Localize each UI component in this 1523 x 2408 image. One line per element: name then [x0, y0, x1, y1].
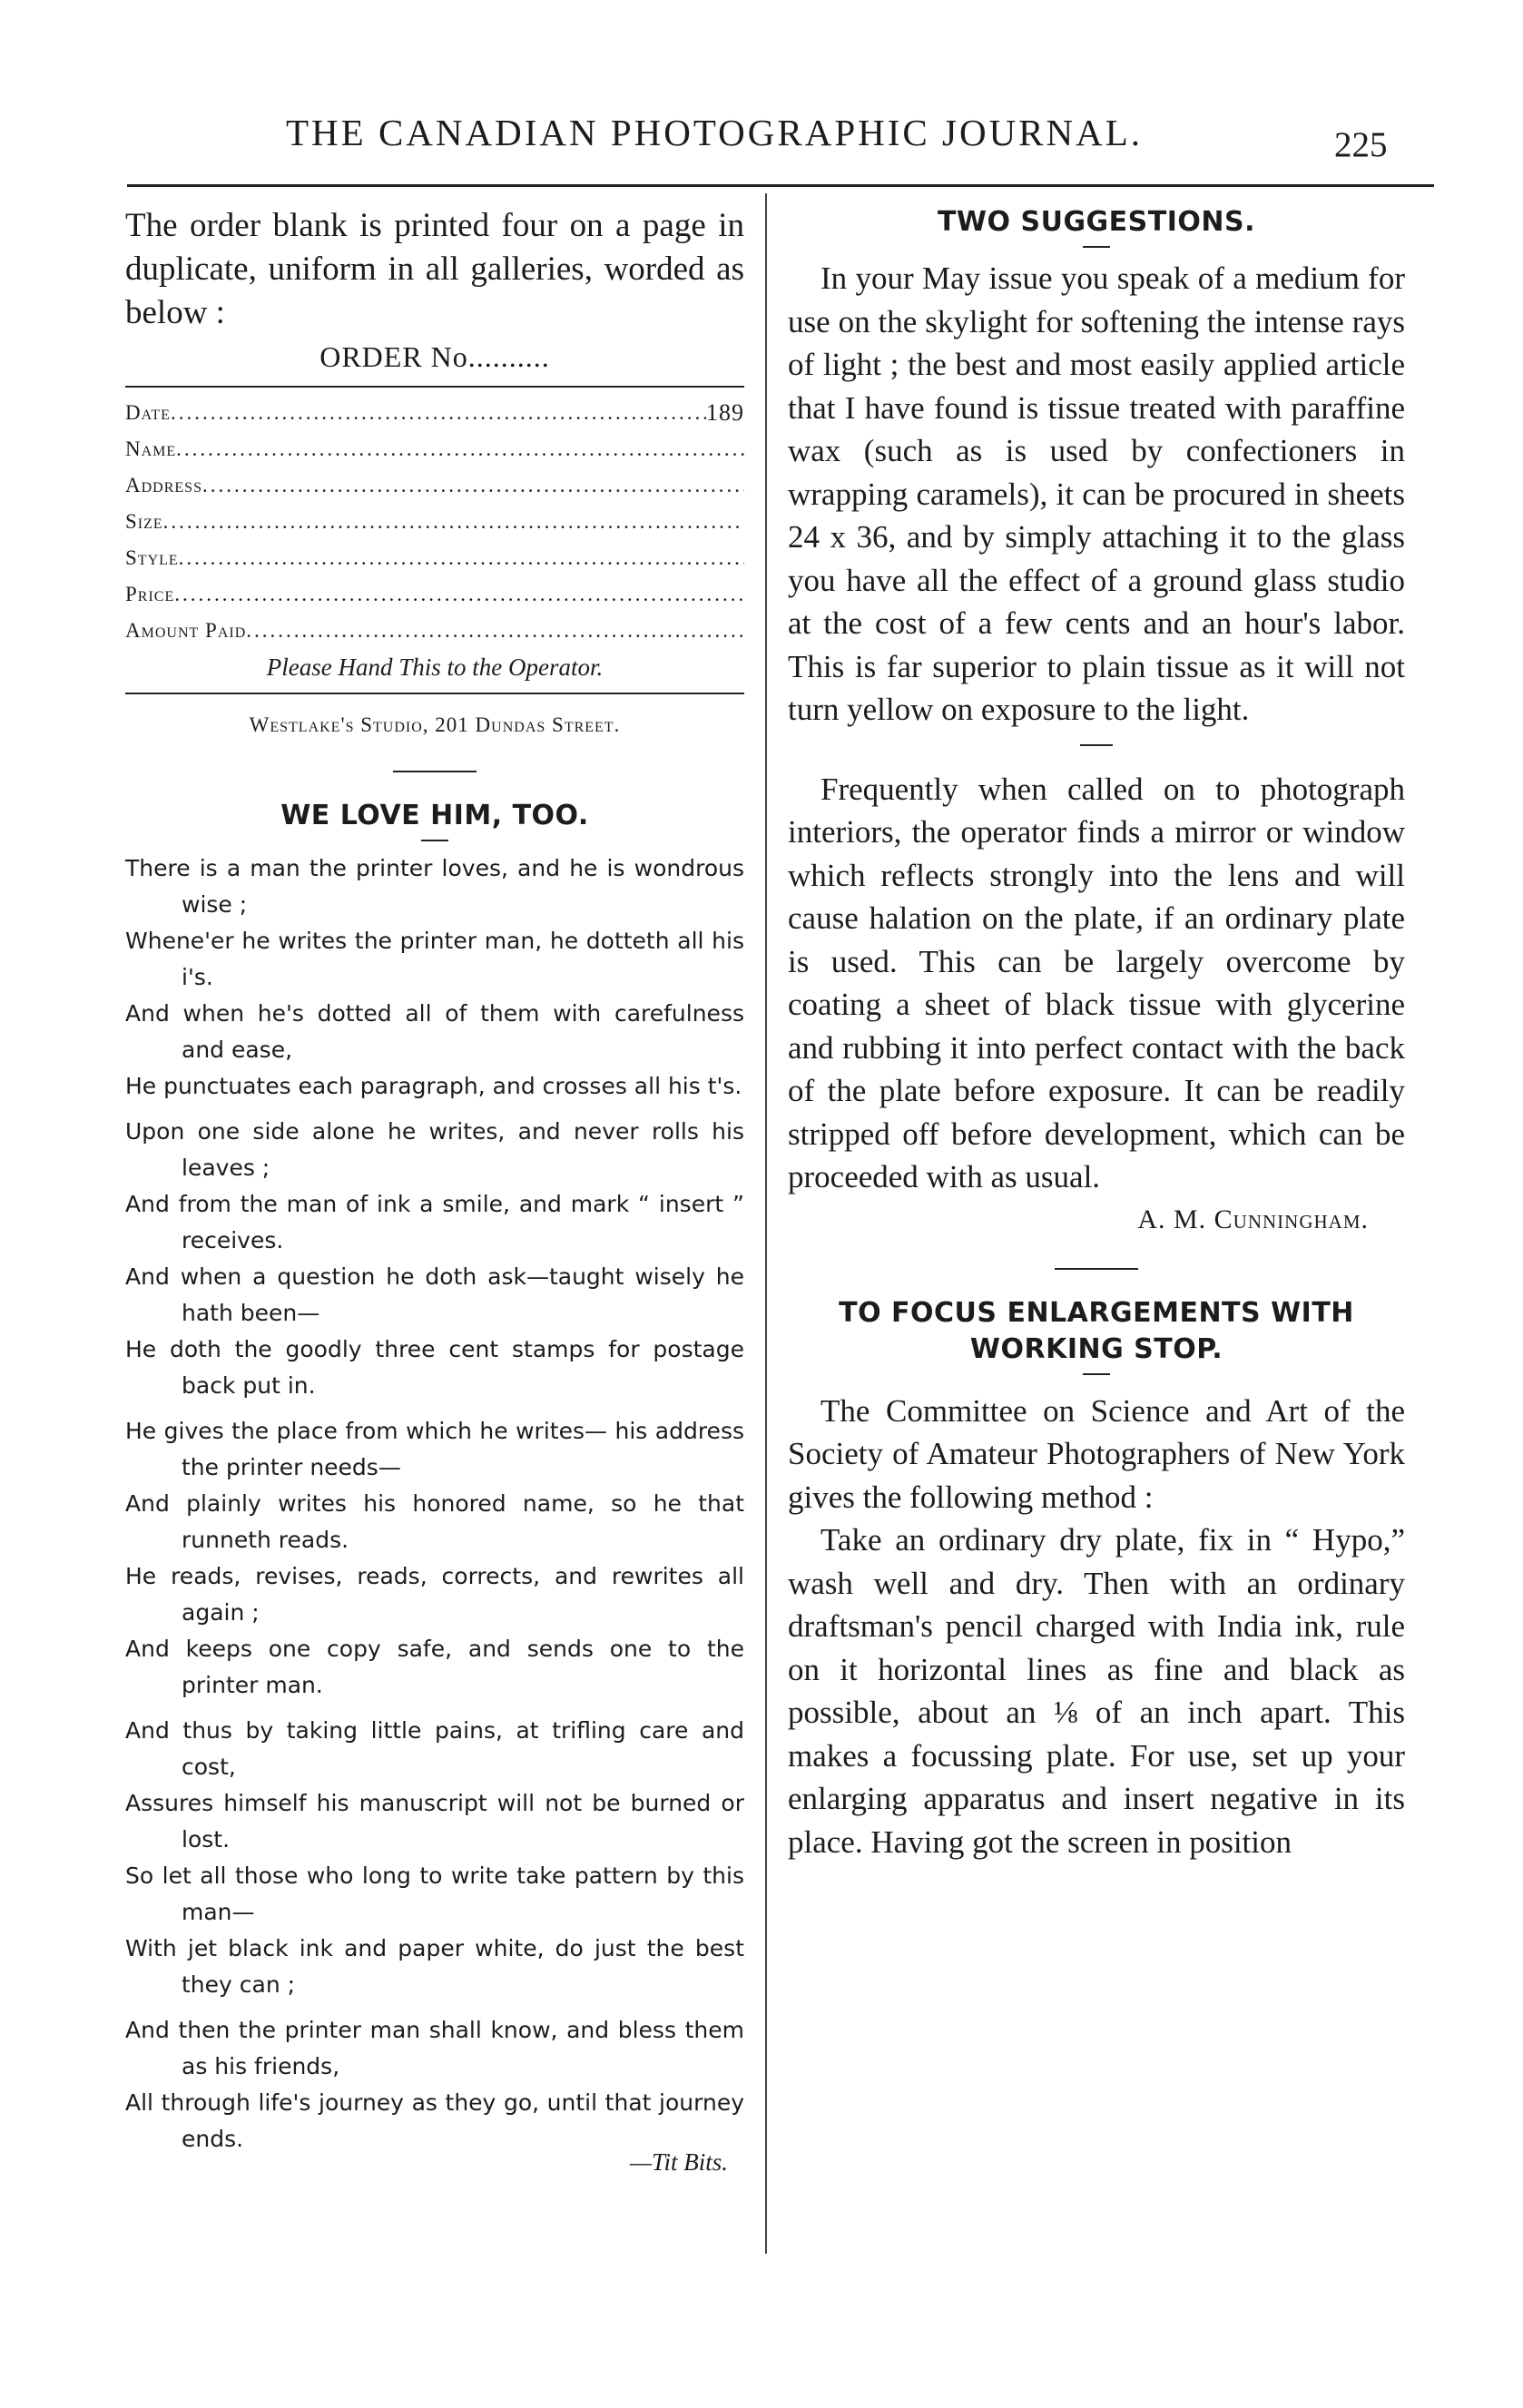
column-divider: [765, 193, 767, 2254]
form-label: Date: [125, 401, 171, 424]
form-label: Size: [125, 510, 163, 533]
poem-title: WE LOVE HIM, TOO.: [280, 800, 589, 831]
poem-line: He doth the goodly three cent stamps for postage back put in.: [125, 1336, 744, 1399]
dot-leader: [202, 467, 744, 504]
left-column: [125, 204, 744, 2177]
poem-stanza: [125, 1413, 744, 1704]
title-dash: [1083, 246, 1110, 248]
form-row-size: [125, 504, 744, 540]
page-number: 225: [1334, 125, 1388, 164]
form-row-amount-paid: [125, 613, 744, 649]
poem-source: —Tit Bits.: [629, 2148, 728, 2176]
poem-stanza: [125, 850, 744, 1105]
poem-line: And thus by taking little pains, at trifling care and cost,: [125, 1717, 744, 1780]
title-dash: [421, 840, 448, 841]
dot-leader: [174, 576, 744, 613]
poem-line: And then the printer man shall know, and bless them as his friends,: [125, 2017, 744, 2079]
order-number-title: ORDER No..........: [319, 340, 550, 373]
poem-line: He punctuates each paragraph, and crosses all his t's.: [125, 1073, 742, 1099]
poem-line: All through life's journey as they go, until that journey ends.: [125, 2089, 744, 2152]
poem-line: Assures himself his manuscript will not be burned or lost.: [125, 1790, 744, 1853]
running-head: THE CANADIAN PHOTOGRAPHIC JOURNAL.: [286, 112, 1144, 153]
poem-stanza: [125, 1713, 744, 2003]
poem-line: With jet black ink and paper white, do just the best they can ;: [125, 1935, 744, 1998]
author-signature: A. M. Cunningham.: [1137, 1204, 1369, 1234]
paragraph: Take an ordinary dry plate, fix in “ Hypo,” wash well and dry. Then with an ordinary draftsman's pencil charged with India ink, rule on it horizontal lines as fine and black as possible, about an ⅛ of an inch apart. This makes a focussing plate. For use, set up your enlarging apparatus and insert negative in its place. Having got the screen in position: [788, 1522, 1405, 1860]
form-label: Name: [125, 437, 177, 460]
form-row-style: [125, 540, 744, 576]
poem-stanza: [125, 1114, 744, 1404]
dot-leader: [179, 540, 744, 576]
form-row-address: [125, 467, 744, 504]
order-form: [125, 395, 744, 743]
form-row-price: [125, 576, 744, 613]
section-title-two-suggestions: TWO SUGGESTIONS.: [937, 206, 1256, 238]
poem: [125, 850, 744, 2177]
header-rule: [127, 184, 1434, 187]
form-year: 189: [706, 399, 744, 426]
poem-line: And from the man of ink a smile, and mark “ insert ” receives.: [125, 1191, 744, 1253]
paragraph: Frequently when called on to photograph interiors, the operator finds a mirror or window which reflects strongly into the lens and will cause halation on the plate, if an ordinary plate is used. This can be largely overcome by coating a sheet of black tissue with glycerine and rubbing it into perfect contact with the back of the plate before exposure. It can be readily stripped off before development, which can be proceeded with as usual.: [788, 771, 1405, 1194]
form-label: Style: [125, 546, 179, 569]
form-label: Price: [125, 583, 175, 605]
poem-line: There is a man the printer loves, and he is wondrous wise ;: [125, 855, 744, 918]
dot-leader: [163, 504, 744, 540]
studio-address: Westlake's Studio, 201 Dundas Street.: [249, 713, 621, 736]
section-rule: [393, 771, 477, 772]
paragraph-dash: [1080, 744, 1113, 746]
poem-stanza: [125, 2012, 744, 2157]
paragraph: The Committee on Science and Art of the Society of Amateur Photographers of New York gives the following method :: [788, 1392, 1405, 1515]
poem-line: Upon one side alone he writes, and never rolls his leaves ;: [125, 1118, 744, 1181]
right-column: [788, 204, 1405, 1863]
section-title-focus-enlargements: TO FOCUS ENLARGEMENTS WITH WORKING STOP.: [839, 1296, 1354, 1365]
poem-line: And plainly writes his honored name, so he that runneth reads.: [125, 1490, 744, 1553]
poem-line: He reads, revises, reads, corrects, and rewrites all again ;: [125, 1563, 744, 1626]
dot-leader: [246, 613, 744, 649]
form-row-name: [125, 431, 744, 467]
form-top-rule: [125, 386, 744, 388]
poem-line: So let all those who long to write take pattern by this man—: [125, 1863, 744, 1925]
form-bottom-rule: [125, 693, 744, 694]
form-label: Amount Paid: [125, 619, 247, 642]
poem-line: Whene'er he writes the printer man, he dotteth all his i's.: [125, 928, 744, 990]
paragraph: In your May issue you speak of a medium for use on the skylight for softening the intense rays of light ; the best and most easily applied article that I have found is tissue treated with paraffine wax (such as is used by confectioners in wrapping caramels), it can be procured in sheets 24 x 36, and by simply attaching it to the glass you have all the effect of a ground glass studio at the cost of a few cents and an hour's labor. This is far superior to plain tissue as it will not turn yellow on exposure to the light.: [788, 260, 1405, 727]
poem-line: And when he's dotted all of them with carefulness and ease,: [125, 1000, 744, 1063]
poem-line: And when a question he doth ask—taught wisely he hath been—: [125, 1263, 744, 1326]
title-dash: [1083, 1373, 1110, 1375]
form-label: Address: [125, 474, 202, 496]
dot-leader: [176, 431, 744, 467]
poem-line: He gives the place from which he writes— his address the printer needs—: [125, 1418, 744, 1480]
form-note: Please Hand This to the Operator.: [266, 654, 604, 681]
poem-line: And keeps one copy safe, and sends one to the printer man.: [125, 1636, 744, 1698]
form-row-date: [125, 395, 744, 431]
order-blank-intro: The order blank is printed four on a page in duplicate, uniform in all galleries, worded as below :: [125, 207, 744, 331]
section-rule: [1055, 1268, 1138, 1270]
dot-leader: [171, 395, 706, 431]
